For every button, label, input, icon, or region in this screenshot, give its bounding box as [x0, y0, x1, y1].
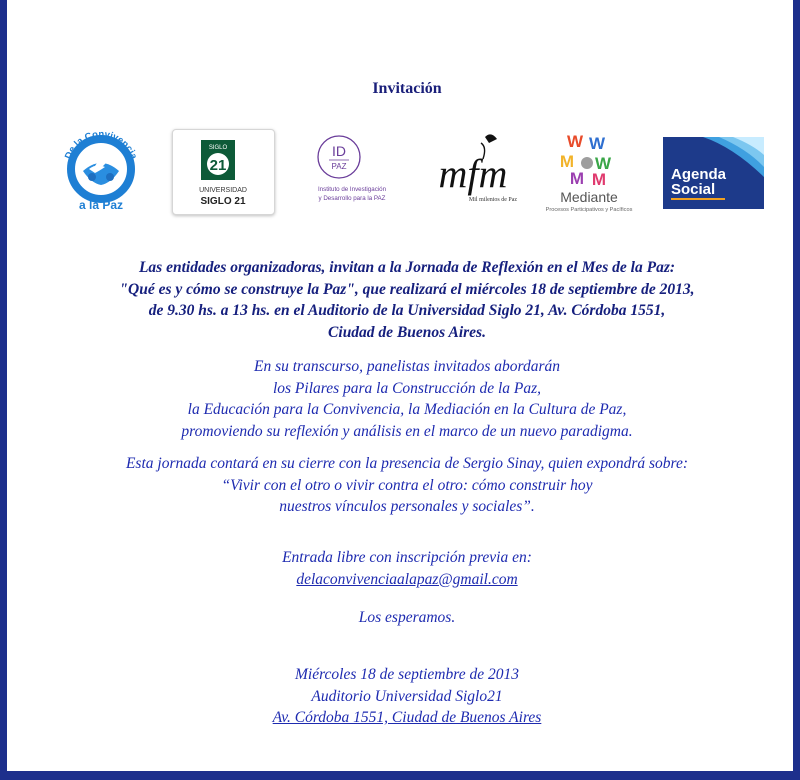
topics-line: promoviendo su reflexión y análisis en el marco de un nuevo paradigma.	[181, 422, 633, 440]
siglo21-badge-top: SIGLO	[208, 145, 228, 151]
agenda-social-line2: Social	[671, 181, 716, 198]
intro-line: Ciudad de Buenos Aires.	[328, 323, 486, 341]
farewell	[7, 607, 800, 629]
mediante-icon	[560, 132, 612, 189]
topics-line: En su transcurso, panelistas invitados abordarán	[254, 358, 560, 375]
mediante-logo	[537, 127, 641, 213]
siglo21-badge-number: 21	[209, 157, 227, 174]
siglo21-logo	[172, 129, 275, 215]
mil-milenios-logo	[427, 129, 519, 211]
intro-line: "Qué es y cómo se construye la Paz", que realizará el miércoles 18 de septiembre de 2013,	[119, 280, 695, 298]
registration-label: Entrada libre con inscripción previa en:	[282, 549, 532, 566]
svg-text:W: W	[594, 154, 612, 173]
page-title: Invitación	[372, 80, 442, 97]
closing-line: nuestros vínculos personales y sociales”.	[279, 498, 535, 515]
event-date: Miércoles 18 de septiembre de 2013	[295, 666, 519, 683]
idpaz-mark-top: ID	[332, 143, 346, 159]
idpaz-mark-bottom: PAZ	[331, 162, 347, 171]
event-venue: Auditorio Universidad Siglo21	[311, 687, 503, 705]
convivencia-logo	[59, 125, 143, 215]
event-details	[7, 664, 800, 729]
topics-line: la Educación para la Convivencia, la Mediación en la Cultura de Paz,	[187, 401, 627, 418]
registration	[7, 547, 800, 590]
closing-line: Esta jornada contará en su cierre con la presencia de Sergio Sinay, quien expondrá sobre:	[125, 455, 689, 472]
convivencia-line1: De la Convivencia	[62, 128, 140, 161]
svg-text:W: W	[588, 134, 606, 153]
siglo21-line2: SIGLO 21	[200, 196, 246, 207]
svg-text:M: M	[569, 169, 585, 188]
svg-text:M: M	[559, 152, 575, 171]
idpaz-line2: y Desarrollo para la PAZ	[318, 195, 386, 202]
topics-paragraph	[7, 356, 800, 442]
farewell-text: Los esperamos.	[358, 609, 456, 626]
organizer-logos	[7, 125, 800, 220]
intro-paragraph	[7, 257, 800, 343]
convivencia-line2: a la Paz	[78, 198, 124, 212]
idpaz-line1: Instituto de Investigación	[317, 186, 387, 193]
mediante-tagline: Procesos Participativos y Pacíficos	[545, 207, 633, 213]
svg-text:M: M	[591, 170, 607, 189]
closing-line: “Vivir con el otro o vivir contra el otro: cómo construir hoy	[221, 476, 593, 494]
mil-milenios-caption: Mil milenios de Paz	[468, 197, 518, 203]
svg-text:W: W	[566, 132, 584, 151]
mil-milenios-mark: mfm	[438, 151, 508, 196]
idpaz-logo	[302, 131, 402, 211]
closing-speaker-paragraph	[7, 453, 800, 518]
registration-email-link[interactable]: delaconvivenciaalapaz@gmail.com	[296, 570, 518, 588]
agenda-social-line1: Agenda	[671, 166, 727, 183]
siglo21-line1: UNIVERSIDAD	[199, 187, 247, 194]
topics-line: los Pilares para la Construcción de la Paz,	[272, 379, 542, 397]
intro-line: de 9.30 hs. a 13 hs. en el Auditorio de la Universidad Siglo 21, Av. Córdoba 1551,	[148, 302, 666, 319]
event-address-link[interactable]: Av. Córdoba 1551, Ciudad de Buenos Aires	[272, 709, 542, 726]
agenda-social-logo	[663, 137, 764, 209]
mediante-name: Mediante	[560, 189, 618, 205]
intro-line: Las entidades organizadoras, invitan a la Jornada de Reflexión en el Mes de la Paz:	[138, 259, 676, 276]
